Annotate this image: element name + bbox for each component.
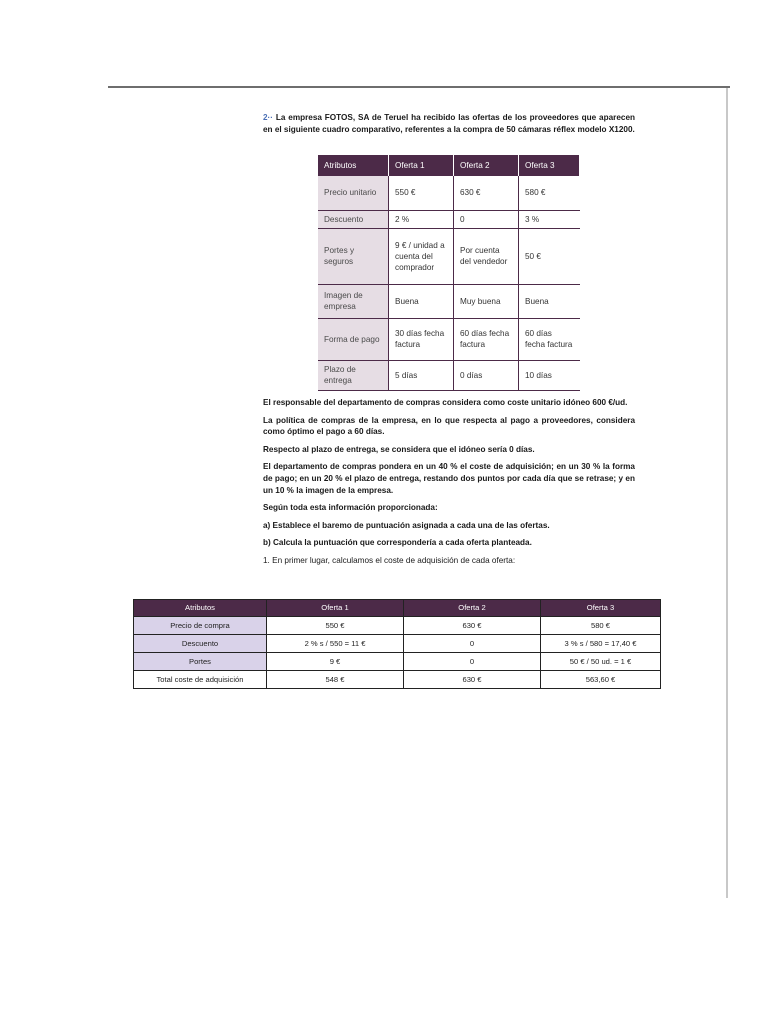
- row-attr: Descuento: [318, 210, 389, 228]
- row-o1: 2 % s / 550 = 11 €: [267, 635, 404, 653]
- row-attr: Portes: [134, 653, 267, 671]
- paragraph-ideal-cost: El responsable del departamento de compras considera como coste unitario idóneo 600 €/ud.: [263, 398, 628, 407]
- offers-header-row: [318, 155, 580, 176]
- paragraph-weights: El departamento de compras pondera en un 40 % el coste de adquisición; en un 30 % la forma de pago; en un 20 % el plazo de entrega, restando dos puntos por cada día que se retrase; y en un 10 % la imagen de la empresa.: [263, 462, 635, 495]
- offers-comparison-table: [318, 155, 580, 391]
- row-o3: 580 €: [519, 176, 580, 210]
- row-attr: Forma de pago: [318, 318, 389, 360]
- table-row: [134, 617, 661, 635]
- row-o3: 50 € / 50 ud. = 1 €: [541, 653, 661, 671]
- row-o1: 9 €: [267, 653, 404, 671]
- paragraph-question-lead: Según toda esta información proporcionada:: [263, 503, 438, 513]
- row-attr: Total coste de adquisición: [134, 671, 267, 689]
- row-o1: 30 días fecha factura: [389, 318, 454, 360]
- row-attr: Portes y seguros: [318, 228, 389, 284]
- row-o1: 550 €: [389, 176, 454, 210]
- costs-header-o3: Oferta 3: [541, 600, 661, 617]
- row-o3: 3 %: [519, 210, 580, 228]
- row-o2: 630 €: [454, 176, 519, 210]
- exercise-statement: [263, 112, 635, 135]
- acquisition-cost-table: [133, 599, 661, 689]
- row-o2: 60 días fecha factura: [454, 318, 519, 360]
- row-o3: 580 €: [541, 617, 661, 635]
- table-row: [134, 635, 661, 653]
- right-page-edge: [726, 88, 728, 898]
- paragraph-payment-policy: La política de compras de la empresa, en lo que respecta al pago a proveedores, considera como óptimo el pago a 60 días.: [263, 415, 635, 437]
- paragraph-question-a: a) Establece el baremo de puntuación asignada a cada una de las ofertas.: [263, 520, 550, 530]
- table-row: [318, 284, 580, 318]
- table-row: [134, 671, 661, 689]
- row-o2: Muy buena: [454, 284, 519, 318]
- offers-header-o2: Oferta 2: [454, 155, 519, 176]
- row-o1: 9 € / unidad a cuenta del comprador: [389, 228, 454, 284]
- row-o1: 548 €: [267, 671, 404, 689]
- table-row: [318, 228, 580, 284]
- row-attr: Precio de compra: [134, 617, 267, 635]
- exercise-intro: [263, 112, 635, 141]
- row-o3: 50 €: [519, 228, 580, 284]
- top-divider: [108, 86, 730, 88]
- row-attr: Descuento: [134, 635, 267, 653]
- paragraph-delivery: Respecto al plazo de entrega, se considera que el idóneo sería 0 días.: [263, 444, 535, 454]
- costs-header-o2: Oferta 2: [404, 600, 541, 617]
- costs-header-attr: Atributos: [134, 600, 267, 617]
- row-attr: Precio unitario: [318, 176, 389, 210]
- row-o1: 5 días: [389, 360, 454, 390]
- row-o2: 0: [454, 210, 519, 228]
- table-row: [318, 318, 580, 360]
- table-row: [318, 210, 580, 228]
- row-o3: Buena: [519, 284, 580, 318]
- row-attr: Imagen de empresa: [318, 284, 389, 318]
- row-o3: 3 % s / 580 = 17,40 €: [541, 635, 661, 653]
- table-row: [318, 176, 580, 210]
- row-o1: 2 %: [389, 210, 454, 228]
- paragraph-question-b: b) Calcula la puntuación que correspondería a cada oferta planteada.: [263, 538, 532, 548]
- table-row: [318, 360, 580, 390]
- row-o3: 563,60 €: [541, 671, 661, 689]
- row-o2: 0: [404, 635, 541, 653]
- row-o1: 550 €: [267, 617, 404, 635]
- row-o3: 60 días fecha factura: [519, 318, 580, 360]
- row-o2: 0: [404, 653, 541, 671]
- row-o2: 0 días: [454, 360, 519, 390]
- offers-header-o3: Oferta 3: [519, 155, 580, 176]
- row-attr: Plazo de entrega: [318, 360, 389, 390]
- row-o2: 630 €: [404, 671, 541, 689]
- exercise-number: 2··: [263, 113, 274, 122]
- offers-header-attr: Atributos: [318, 155, 389, 176]
- row-o3: 10 días: [519, 360, 580, 390]
- table-row: [134, 653, 661, 671]
- row-o2: Por cuenta del vendedor: [454, 228, 519, 284]
- row-o2: 630 €: [404, 617, 541, 635]
- row-o1: Buena: [389, 284, 454, 318]
- exercise-conditions: [263, 397, 635, 573]
- costs-header-row: [134, 600, 661, 617]
- costs-header-o1: Oferta 1: [267, 600, 404, 617]
- offers-header-o1: Oferta 1: [389, 155, 454, 176]
- exercise-intro-text: La empresa FOTOS, SA de Teruel ha recibido las ofertas de los proveedores que aparecen en el siguiente cuadro comparativo, referentes a la compra de 50 cámaras réflex modelo X1200.: [263, 113, 636, 134]
- paragraph-step-1: 1. En primer lugar, calculamos el coste de adquisición de cada oferta:: [263, 555, 516, 565]
